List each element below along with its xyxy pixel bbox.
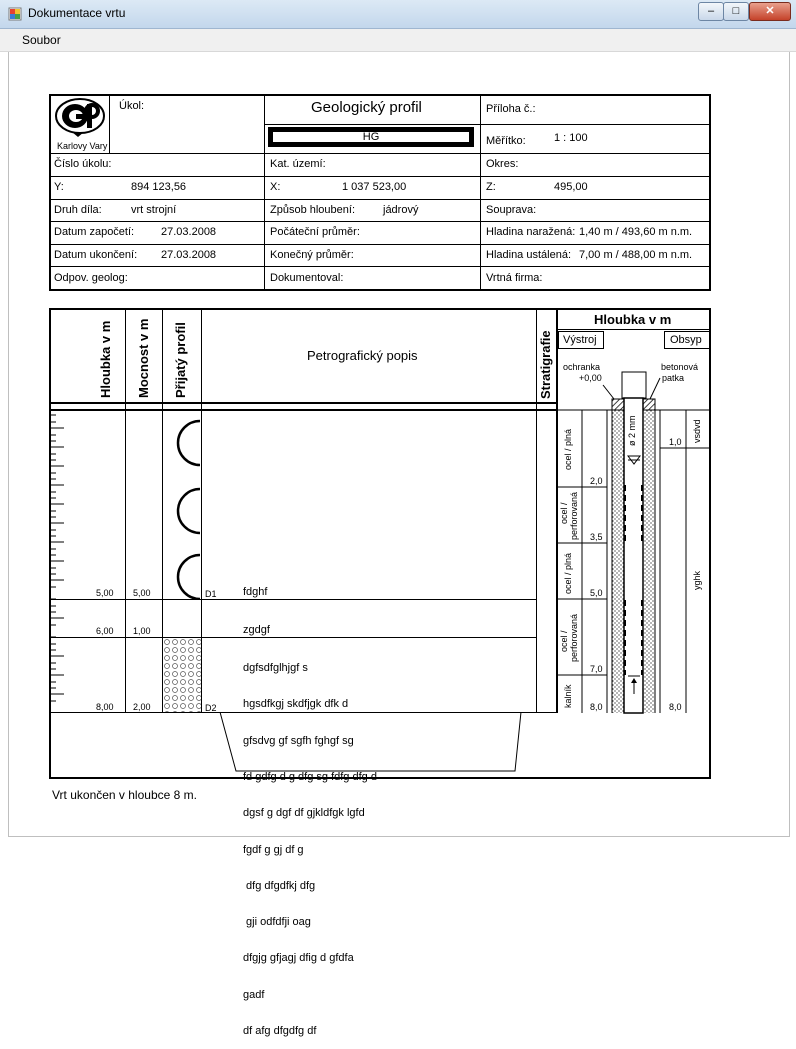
col-description-header: Petrografický popis [307,348,418,363]
start-value: 27.03.2008 [161,226,217,238]
col-profile-header: Přijatý profil [173,322,188,398]
casing-5-label: kalník [563,684,573,708]
geologist-label: Odpov. geolog: [54,272,128,284]
drill-method-label: Způsob hloubení: [270,204,356,216]
backfill-2-depth: 8,0 [669,702,682,712]
backfill-2-label: yghk [692,570,702,590]
doc-title: Geologický profil [311,99,422,116]
x-label: X: [270,181,281,193]
col-depth-header: Hloubka v m [98,320,113,398]
col-backfill-header: Obsyp [670,334,702,346]
backfill-1-label: vsdvd [692,419,702,443]
desc-line: dgsf g dgf df gjkldfgk lgfd [243,807,365,820]
final-diam-label: Konečný průměr: [270,249,354,261]
well-construction-diagram [556,360,712,716]
desc-line: hgsdfkgj skdfjgk dfk d [243,698,349,711]
scale-value: 1 : 100 [554,132,588,144]
maximize-button[interactable]: □ [723,2,749,21]
desc-line: df afg dfgdfg df [243,1025,317,1037]
layer-1-code: D1 [205,589,217,599]
layer-1-desc: fdghf [243,586,268,598]
y-label: Y: [54,181,64,193]
scale-label: Měřítko: [486,135,526,147]
layer-1-profile-pattern [163,411,201,599]
layer-3-thickness: 2,00 [133,702,151,712]
layer-1-thickness: 5,00 [133,588,151,598]
desc-line: fgdf g gj df g [243,843,304,856]
col-equipment-header: Výstroj [563,334,597,346]
water-static-value: 7,00 m / 488,00 m n.m. [579,249,693,261]
patka-label: patka [662,373,685,383]
betonova-label: betonová [661,362,699,372]
ochranka-label: ochranka [563,362,601,372]
task-no-label: Číslo úkolu: [54,158,112,170]
menu-soubor[interactable]: Soubor [22,33,61,47]
company-logo [54,98,106,138]
col-thickness-header: Mocnost v m [136,318,151,398]
desc-line: dgfsdfglhjgf s [243,662,308,675]
water-static-label: Hladina ustálená: [486,249,572,261]
footer-note: Vrt ukončen v hloubce 8 m. [52,788,197,802]
init-diam-label: Počáteční průměr: [270,226,360,238]
casing-5-depth: 8,0 [590,702,603,712]
z-label: Z: [486,181,496,193]
hg-label: HG [362,131,380,143]
ochranka-value: +0,00 [579,373,602,383]
drill-method-value: jádrový [383,204,419,216]
start-label: Datum započetí: [54,226,135,238]
col-strat-header: Stratigrafie [538,330,553,399]
casing-3-depth: 5,0 [590,588,603,598]
layer-2-depth: 6,00 [96,626,114,636]
company-label: Vrtná firma: [486,272,543,284]
title-bar [0,0,796,29]
y-value: 894 123,56 [131,181,187,193]
attachment-label: Příloha č.: [486,103,536,115]
close-button[interactable]: ✕ [749,2,791,21]
task-label: Úkol: [119,100,145,112]
water-hit-label: Hladina naražená: [486,226,576,238]
backfill-1-depth: 1,0 [669,437,682,447]
col-depth-right-header: Hloubka v m [594,312,672,327]
documented-label: Dokumentoval: [270,272,344,284]
menu-bar [0,29,796,52]
casing-4-depth: 7,0 [590,664,603,674]
desc-line: gji odfdfji oag [243,916,311,929]
layer-3-code: D2 [205,703,217,713]
casing-2-depth: 3,5 [590,532,603,542]
well-diameter-label: ø 2 mm [627,415,637,446]
work-type-value: vrt strojní [131,204,177,216]
layer-1-depth: 5,00 [96,588,114,598]
end-value: 27.03.2008 [161,249,217,261]
casing-4-label1: ocel / [559,630,569,652]
z-value: 495,00 [554,181,588,193]
water-hit-value: 1,40 m / 493,60 m n.m. [579,226,693,238]
org-name: Karlovy Vary [57,141,108,151]
desc-line: dfgjg gfjagj dfig d gfdfa [243,952,354,965]
layer-3-profile-pattern [163,638,201,712]
work-type-label: Druh díla: [54,204,102,216]
desc-line: gfsdvg gf sgfh fghgf sg [243,734,354,747]
rig-label: Souprava: [486,204,537,216]
layer-3-depth: 8,00 [96,702,114,712]
casing-2-label2: perforovaná [569,491,579,540]
casing-4-label2: perforovaná [569,613,579,662]
x-value: 1 037 523,00 [342,181,407,193]
casing-2-label1: ocel / [559,502,569,524]
casing-1-depth: 2,0 [590,476,603,486]
casing-3-label: ocel / plná [563,552,573,594]
desc-line: dfg dfgdfkj dfg [243,879,316,892]
layer-2-desc: zgdgf [243,624,270,636]
desc-line: fd gdfg d g dfg sg fdfg dfg d [243,771,377,784]
hg-box [268,127,474,147]
window-title: Dokumentace vrtu [28,6,126,20]
minimize-button[interactable]: – [698,2,724,21]
app-icon [8,7,22,21]
district-label: Okres: [486,158,519,170]
depth-scale [50,410,66,713]
cadastral-label: Kat. území: [270,158,326,170]
desc-line: gadf [243,988,265,1001]
end-label: Datum ukončení: [54,249,138,261]
casing-1-label: ocel / plná [563,428,573,470]
layer-2-thickness: 1,00 [133,626,151,636]
